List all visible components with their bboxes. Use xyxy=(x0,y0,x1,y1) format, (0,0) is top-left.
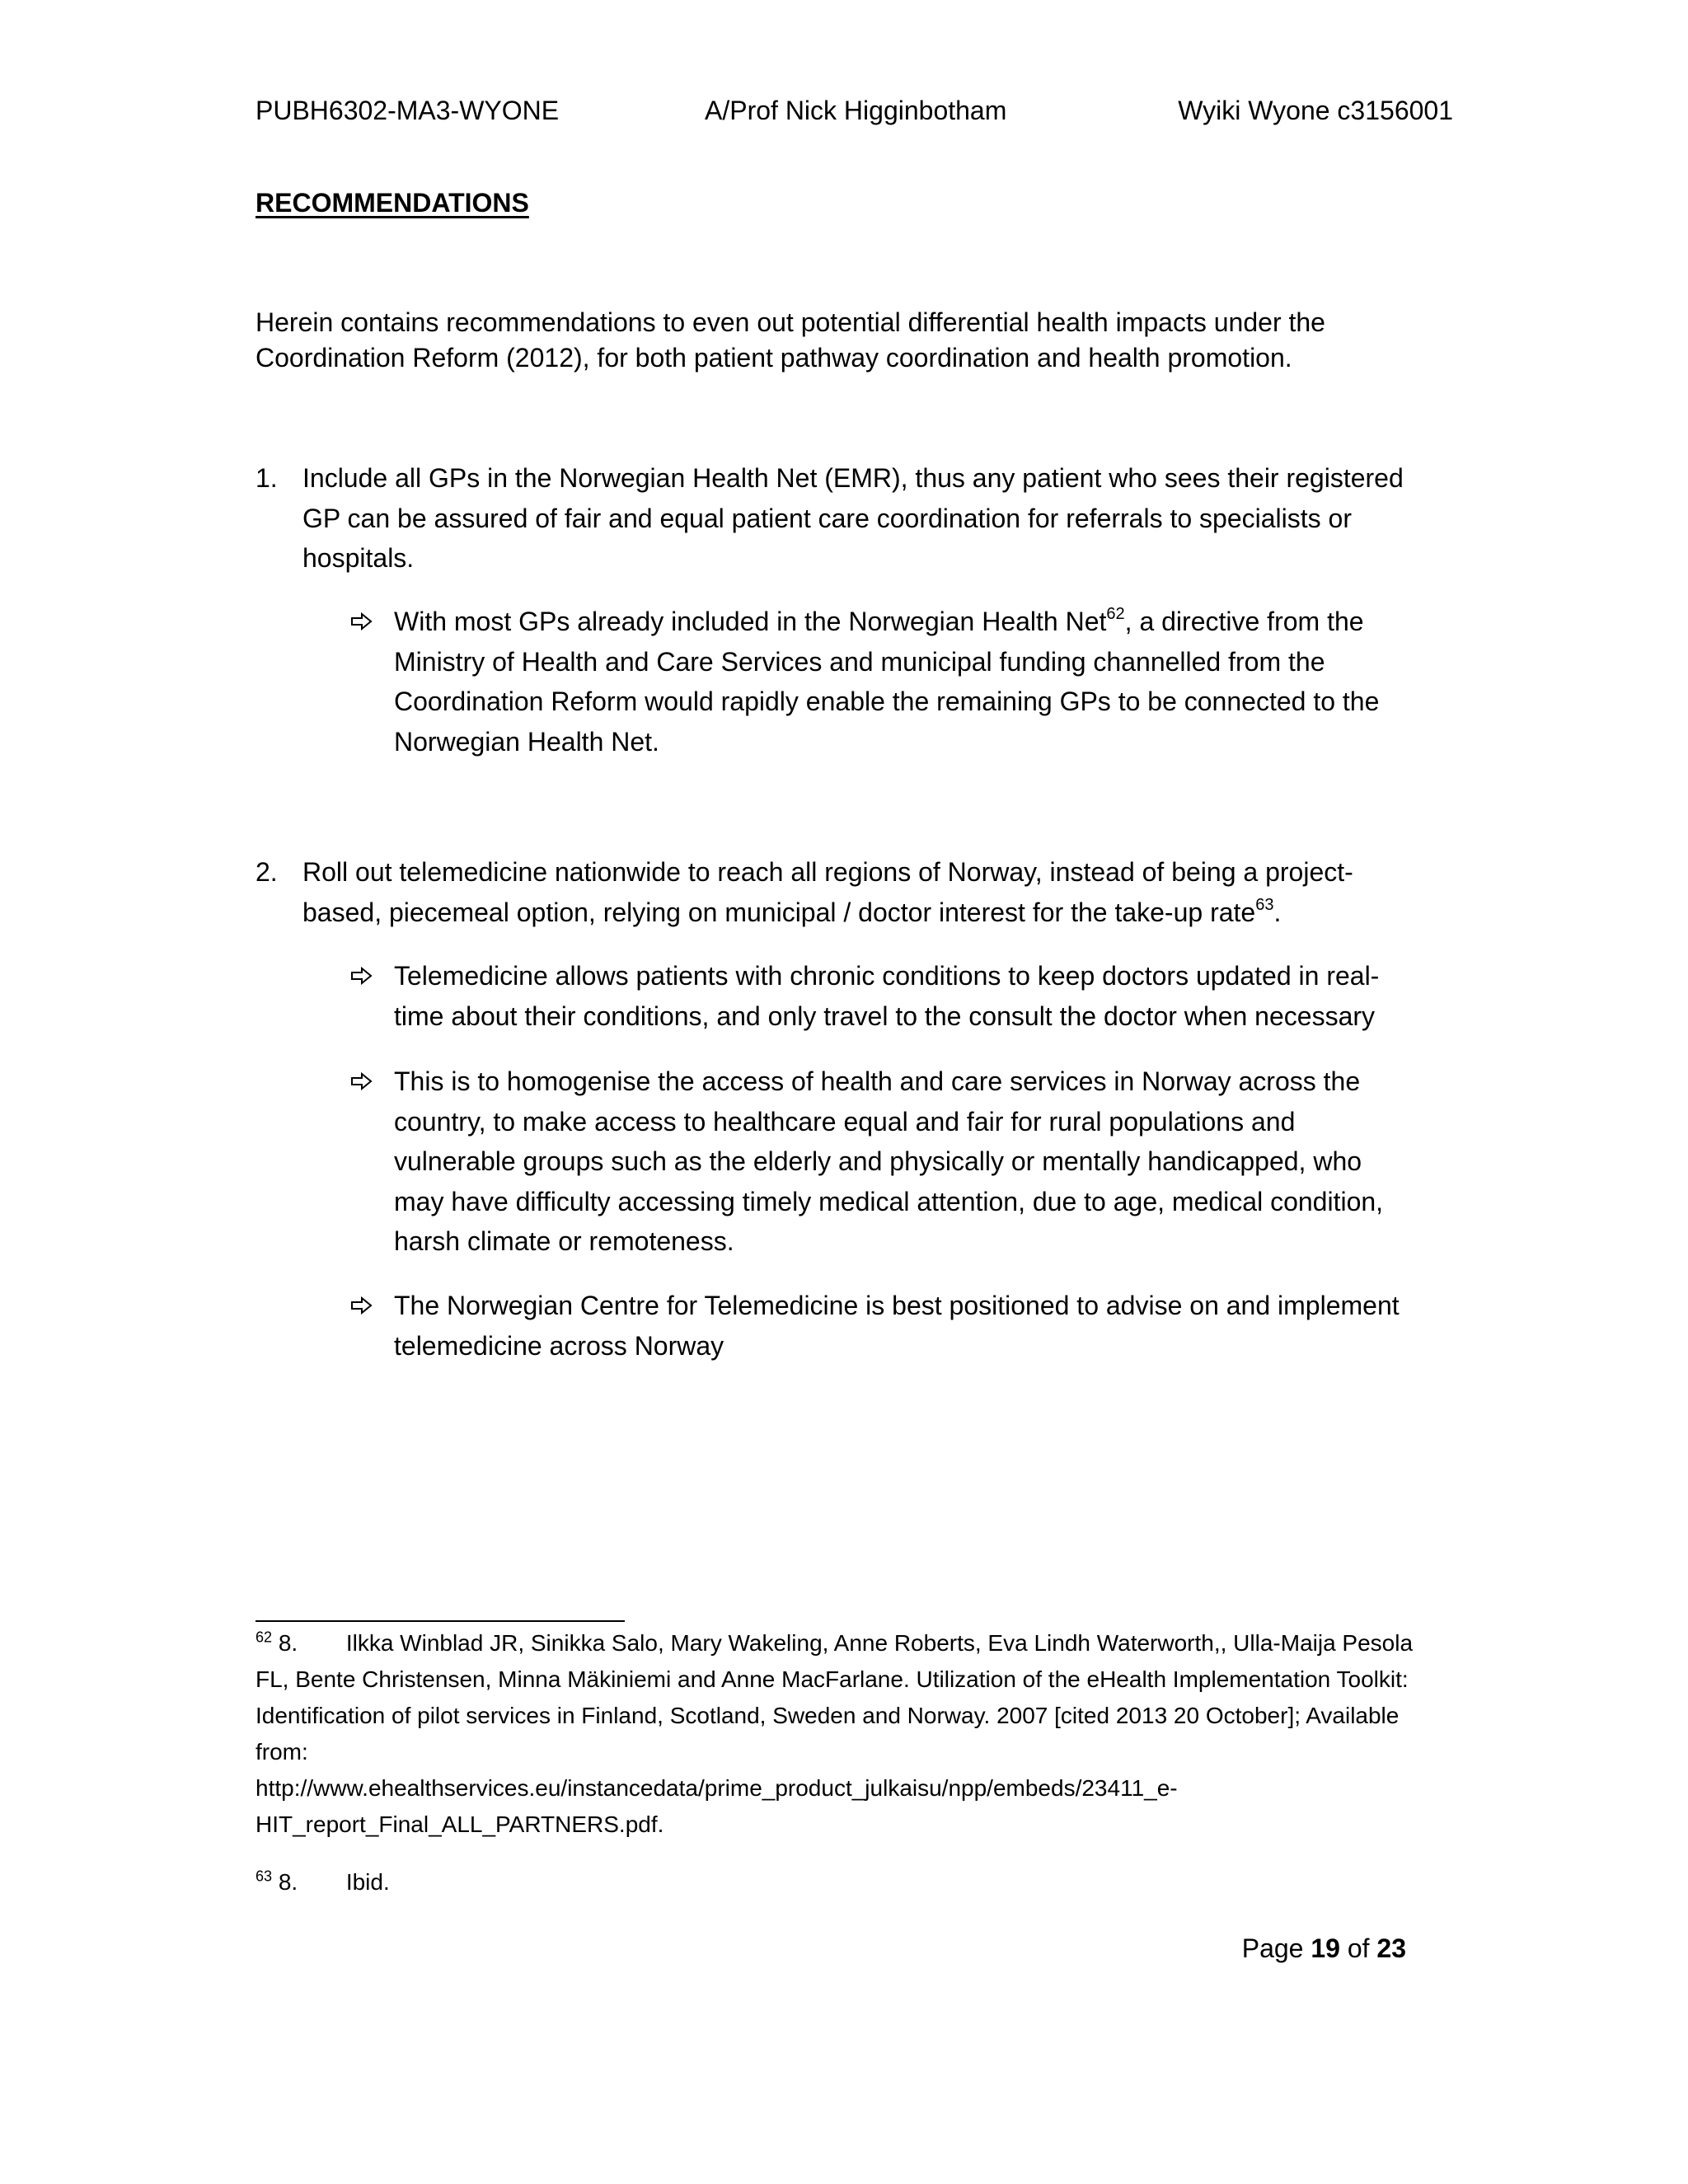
footnote-63 xyxy=(256,1864,1418,1900)
item-text: Include all GPs in the Norwegian Health Net (EMR), thus any patient who sees their registered GP can be assured of fair and equal patient care coordination for referrals to specialists or hospitals. xyxy=(302,463,1404,573)
bullet-text: With most GPs already included in the Norwegian Health Net$^{62}$, a directive from the Ministry of Health and Care Services and municipal funding channelled from the Coordination Reform would rapidly enable the remaining GPs to be connected to the Norwegian Health Net. xyxy=(394,605,1380,757)
footnote-ref: 63 xyxy=(1255,895,1274,914)
recommendation-item-2 xyxy=(256,852,1409,932)
bullet-text: The Norwegian Centre for Telemedicine is best positioned to advise on and implement telemedicine across Norway xyxy=(394,1291,1400,1361)
recommendation-bullet xyxy=(350,1286,1414,1366)
footnote-number: 8. xyxy=(278,1869,298,1895)
current-page: 19 xyxy=(1311,1933,1340,1963)
header-student: Wyiki Wyone c3156001 xyxy=(1178,96,1453,125)
header-course-code: PUBH6302-MA3-WYONE xyxy=(256,96,560,125)
intro-line: Coordination Reform (2012), for both patient pathway coordination and health promotion. xyxy=(256,343,1292,373)
intro-paragraph xyxy=(256,305,1393,376)
recommendation-item-1 xyxy=(256,458,1409,579)
item-text: Roll out telemedicine nationwide to reach all regions of Norway, instead of being a project- based, piecemeal option, relying on municipal / doctor interest for the take-up rate$^{63}$. xyxy=(302,857,1353,927)
page-number: Page 19 of 23 xyxy=(1241,1933,1406,1963)
footnote-ref: 62 xyxy=(1106,605,1125,624)
footnote-mark: 62 xyxy=(256,1629,273,1646)
page-header xyxy=(256,92,1453,129)
footnote-text: Ibid. xyxy=(345,1869,390,1895)
footnote-url[interactable]: http://www.ehealthservices.eu/instancedata/prime_product_julkaisu/npp/embeds/23411_e- HIT_report_Final_ALL_PARTNERS.pdf. xyxy=(256,1775,1178,1837)
item-number: 1. xyxy=(256,463,278,493)
header-instructor: A/Prof Nick Higginbotham xyxy=(705,96,1007,125)
recommendation-bullet xyxy=(350,602,1414,762)
intro-line: Herein contains recommendations to even out potential differential health impacts under the xyxy=(256,307,1325,337)
total-pages: 23 xyxy=(1376,1933,1406,1963)
arrow-bullet-icon xyxy=(350,1062,380,1101)
recommendation-bullet xyxy=(350,956,1414,1036)
recommendation-bullet xyxy=(350,1062,1414,1262)
arrow-bullet-icon xyxy=(350,1286,380,1325)
bullet-text: Telemedicine allows patients with chronic conditions to keep doctors updated in real- time about their conditions, and only travel to the consult the doctor when necessary xyxy=(394,961,1380,1031)
footnote-mark: 63 xyxy=(256,1868,273,1885)
footnote-text: Ilkka Winblad JR, Sinikka Salo, Mary Wakeling, Anne Roberts, Eva Lindh Waterworth,, Ulla-Maija Pesola FL, Bente Christensen, Minna Mäkiniemi and Anne MacFarlane. Utilization of the eHealth Implementation Toolkit: Identification of pilot services in Finland, Scotland, Sweden and Norway. 2007 [cited 2013 20 October]; Available from: xyxy=(256,1630,1414,1765)
section-heading: RECOMMENDATIONS xyxy=(256,188,529,218)
arrow-bullet-icon xyxy=(350,602,380,641)
footnote-62 xyxy=(256,1625,1418,1843)
footnote-number: 8. xyxy=(278,1630,298,1656)
item-number: 2. xyxy=(256,857,278,887)
arrow-bullet-icon xyxy=(350,956,380,996)
bullet-text: This is to homogenise the access of health and care services in Norway across the country, to make access to healthcare equal and fair for rural populations and vulnerable groups such as the elderly and physically or mentally handicapped, who may have difficulty accessing timely medical attention, due to age, medical condition, harsh climate or remoteness. xyxy=(394,1066,1384,1256)
footnote-separator xyxy=(256,1620,625,1622)
